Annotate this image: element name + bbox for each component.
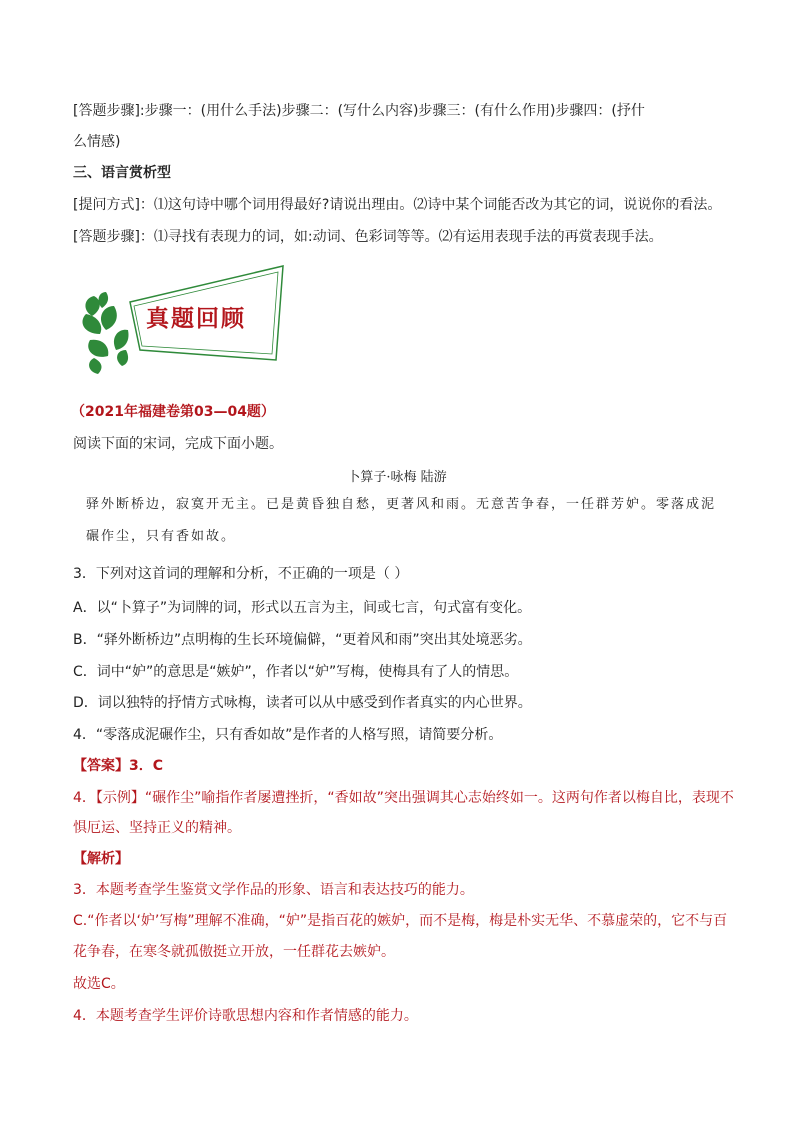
question-3-option-b: B．“驿外断桥边”点明梅的生长环境偏僻，“更着风和雨”突出其处境恶劣。 <box>73 632 532 648</box>
answer-steps-line-2: 么情感) <box>73 134 121 150</box>
question-method: [提问方式]：⑴这句诗中哪个词用得最好?请说出理由。⑵诗中某个词能否改为其它的词，说说你的看法。 <box>73 197 722 213</box>
reading-instruction: 阅读下面的宋词，完成下面小题。 <box>73 436 283 452</box>
question-3-option-d: D．词以独特的抒情方式咏梅，读者可以从中感受到作者真实的内心世界。 <box>73 695 532 711</box>
answer-steps: [答题步骤]：⑴寻找有表现力的词，如:动词、色彩词等等。⑵有运用表现手法的再赏表现手法。 <box>73 229 663 245</box>
leaf-decoration-icon <box>82 292 128 374</box>
analysis-3: 3．本题考查学生鉴赏文学作品的形象、语言和表达技巧的能力。 <box>73 882 474 898</box>
analysis-label: 【解析】 <box>73 851 129 867</box>
banner-title: 真题回顾 <box>146 305 246 332</box>
analysis-c-line-2: 花争春，在寒冬就孤傲挺立开放，一任群花去嫉妒。 <box>73 944 395 960</box>
question-3: 3．下列对这首词的理解和分析，不正确的一项是（ ） <box>73 566 409 582</box>
choose-answer: 故选C。 <box>73 976 125 992</box>
answer-steps-line-1: [答题步骤]:步骤一：(用什么手法)步骤二：(写什么内容)步骤三：(有什么作用)步骤四：(抒什 <box>73 103 645 119</box>
question-3-option-a: A．以“卜算子”为词牌的词，形式以五言为主，间或七言，句式富有变化。 <box>73 600 532 616</box>
analysis-c-line-1: C.“作者以‘妒’写梅”理解不准确，“妒”是指百花的嫉妒，而不是梅，梅是朴实无华、不慕虚荣的，它不与百 <box>73 913 728 929</box>
analysis-4: 4．本题考查学生评价诗歌思想内容和作者情感的能力。 <box>73 1008 418 1024</box>
poem-title: 卜算子·咏梅 陆游 <box>347 470 447 485</box>
answer-4-line-2: 惧厄运、坚持正义的精神。 <box>73 820 241 836</box>
question-3-option-c: C．词中“妒”的意思是“嫉妒”，作者以“妒”写梅，使梅具有了人的情思。 <box>73 664 519 680</box>
poem-body: 驿外断桥边，寂寞开无主。已是黄昏独自愁，更著风和雨。无意苦争春，一任群芳妒。零落成泥碾作尘，只有香如故。 <box>86 497 717 544</box>
exam-source: （2021年福建卷第03—04题） <box>71 404 275 420</box>
answer-4-line-1: 4．【示例】“碾作尘”喻指作者屡遭挫折，“香如故”突出强调其心志始终如一。这两句作者以梅自比，表现不 <box>73 790 734 806</box>
answer-label: 【答案】3．C <box>73 758 164 774</box>
section-heading-language: 三、语言赏析型 <box>73 165 171 181</box>
question-4: 4．“零落成泥碾作尘，只有香如故”是作者的人格写照，请简要分析。 <box>73 727 503 743</box>
